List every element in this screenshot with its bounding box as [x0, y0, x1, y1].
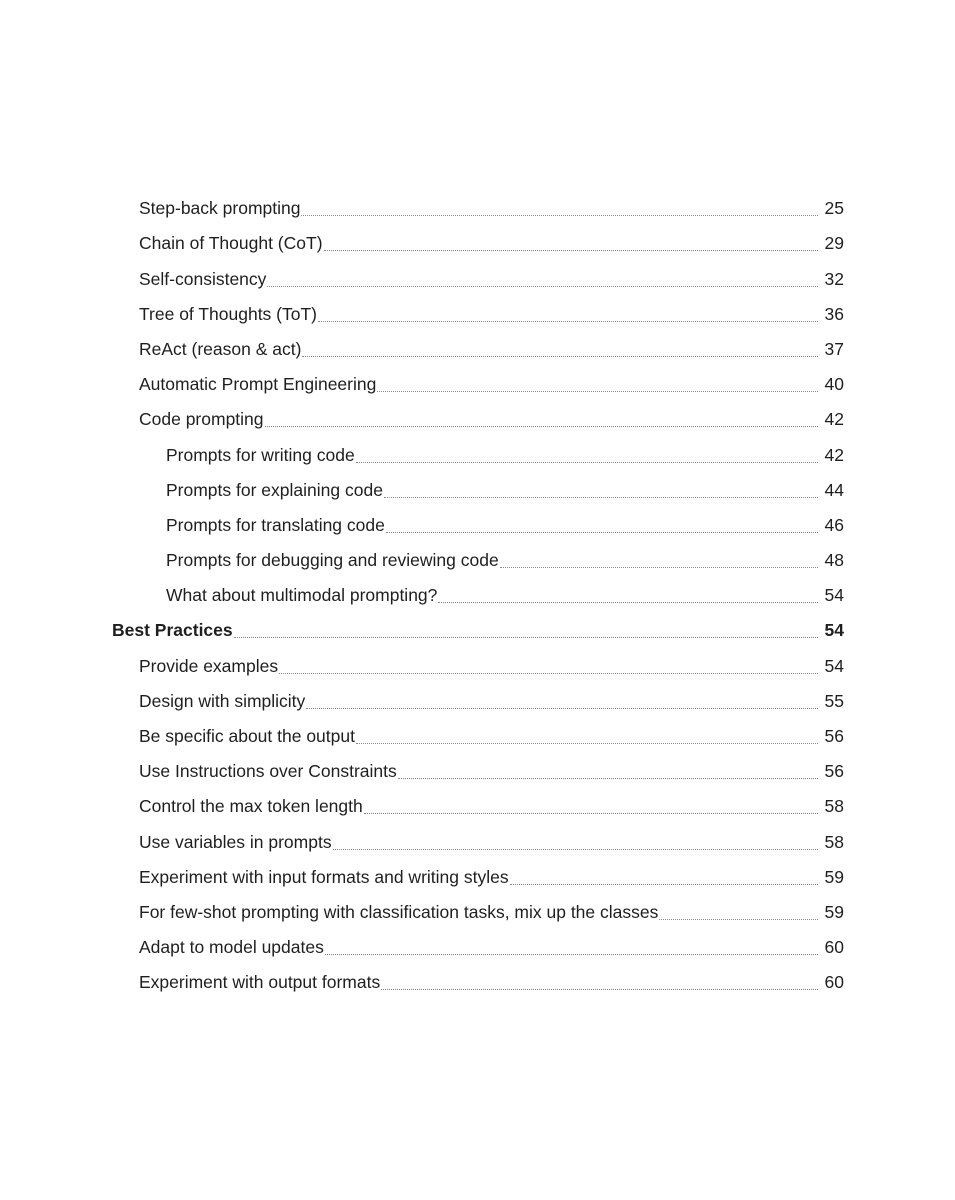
dot-leader: [364, 813, 818, 814]
toc-entry-page-number: 42: [824, 444, 844, 465]
dot-leader: [377, 391, 818, 392]
dot-leader: [306, 708, 818, 709]
toc-entry-title: Experiment with input formats and writing styles: [139, 866, 509, 887]
toc-entry-title: Design with simplicity: [139, 690, 306, 711]
toc-entry-chain-of-thought[interactable]: [0, 226, 955, 261]
dot-leader: [234, 637, 818, 638]
toc-entry-title: Control the max token length: [139, 796, 363, 817]
toc-entry-prompts-for-debugging-code[interactable]: [0, 543, 955, 578]
toc-entry-page-number: 54: [824, 655, 844, 676]
toc-entry-tree-of-thoughts[interactable]: [0, 297, 955, 332]
toc-entry-page-number: 54: [824, 585, 844, 606]
table-of-contents: [0, 191, 955, 1000]
toc-entry-automatic-prompt-engineering[interactable]: [0, 367, 955, 402]
dot-leader: [302, 356, 818, 357]
toc-entry-title: Provide examples: [139, 655, 279, 676]
toc-entry-title: Be specific about the output: [139, 726, 355, 746]
toc-entry-page-number: 59: [824, 866, 844, 887]
toc-entry-page-number: 37: [824, 338, 844, 359]
toc-entry-react[interactable]: [0, 332, 955, 367]
toc-entry-title: Use Instructions over Constraints: [139, 761, 397, 782]
toc-entry-prompts-for-translating-code[interactable]: [0, 508, 955, 543]
dot-leader: [510, 884, 818, 885]
dot-leader: [324, 250, 818, 251]
dot-leader: [356, 743, 818, 744]
toc-entry-adapt-to-model-updates[interactable]: [0, 930, 955, 965]
dot-leader: [398, 778, 818, 779]
toc-entry-page-number: 32: [824, 268, 844, 289]
dot-leader: [381, 989, 818, 990]
toc-entry-page-number: 56: [824, 726, 844, 746]
dot-leader: [265, 426, 818, 427]
toc-entry-page-number: 58: [824, 831, 844, 852]
toc-entry-title: What about multimodal prompting?: [166, 585, 438, 606]
toc-entry-title: Automatic Prompt Engineering: [139, 374, 377, 395]
toc-entry-title: Prompts for debugging and reviewing code: [166, 550, 499, 571]
toc-entry-page-number: 58: [824, 796, 844, 817]
toc-entry-provide-examples[interactable]: [0, 648, 955, 683]
dot-leader: [356, 462, 818, 463]
toc-entry-title: Use variables in prompts: [139, 831, 332, 852]
toc-entry-page-number: 48: [824, 550, 844, 571]
dot-leader: [318, 321, 818, 322]
toc-entry-title: Tree of Thoughts (ToT): [139, 303, 317, 324]
toc-section-best-practices[interactable]: [0, 613, 955, 648]
toc-entry-page-number: 42: [824, 409, 844, 430]
toc-entry-title: Prompts for explaining code: [166, 479, 383, 500]
toc-entry-control-max-token-length[interactable]: [0, 789, 955, 824]
dot-leader: [384, 497, 818, 498]
toc-section-title: Best Practices: [112, 620, 233, 641]
toc-entry-page-number: 55: [824, 690, 844, 711]
toc-entry-title: Step-back prompting: [139, 198, 301, 219]
dot-leader: [301, 215, 818, 216]
toc-entry-page-number: 56: [824, 761, 844, 782]
dot-leader: [438, 602, 818, 603]
toc-entry-prompts-for-writing-code[interactable]: [0, 437, 955, 472]
toc-entry-experiment-input-formats[interactable]: [0, 860, 955, 895]
toc-entry-page-number: 36: [824, 303, 844, 324]
dot-leader: [386, 532, 818, 533]
toc-entry-title: Chain of Thought (CoT): [139, 233, 323, 254]
toc-entry-few-shot-mix-classes[interactable]: [0, 895, 955, 930]
toc-entry-prompts-for-explaining-code[interactable]: [0, 473, 955, 508]
toc-entry-title: Code prompting: [139, 409, 264, 430]
toc-entry-page-number: 40: [824, 374, 844, 395]
toc-entry-page-number: 59: [824, 901, 844, 922]
toc-entry-use-variables-in-prompts[interactable]: [0, 824, 955, 859]
toc-entry-be-specific-about-output[interactable]: [0, 719, 955, 754]
toc-entry-experiment-output-formats[interactable]: [0, 965, 955, 1000]
dot-leader: [267, 286, 818, 287]
dot-leader: [333, 849, 818, 850]
dot-leader: [659, 919, 818, 920]
toc-entry-design-with-simplicity[interactable]: [0, 684, 955, 719]
toc-entry-title: Adapt to model updates: [139, 937, 324, 958]
toc-entry-instructions-over-constraints[interactable]: [0, 754, 955, 789]
dot-leader: [279, 673, 818, 674]
toc-entry-title: Experiment with output formats: [139, 972, 381, 993]
toc-entry-title: ReAct (reason & act): [139, 338, 302, 359]
toc-entry-title: For few-shot prompting with classification tasks, mix up the classes: [139, 901, 659, 922]
toc-entry-page-number: 29: [824, 233, 844, 254]
toc-entry-code-prompting[interactable]: [0, 402, 955, 437]
toc-entry-self-consistency[interactable]: [0, 261, 955, 296]
toc-entry-title: Self-consistency: [139, 268, 267, 289]
toc-entry-page-number: 60: [824, 972, 844, 993]
toc-entry-multimodal-prompting[interactable]: [0, 578, 955, 613]
toc-entry-title: Prompts for writing code: [166, 444, 355, 465]
toc-entry-page-number: 44: [824, 479, 844, 500]
dot-leader: [325, 954, 818, 955]
dot-leader: [500, 567, 818, 568]
toc-entry-page-number: 25: [824, 198, 844, 219]
toc-entry-step-back-prompting[interactable]: [0, 191, 955, 226]
toc-section-page-number: 54: [824, 620, 844, 641]
toc-entry-page-number: 60: [824, 937, 844, 958]
toc-entry-title: Prompts for translating code: [166, 514, 385, 535]
toc-entry-page-number: 46: [824, 514, 844, 535]
